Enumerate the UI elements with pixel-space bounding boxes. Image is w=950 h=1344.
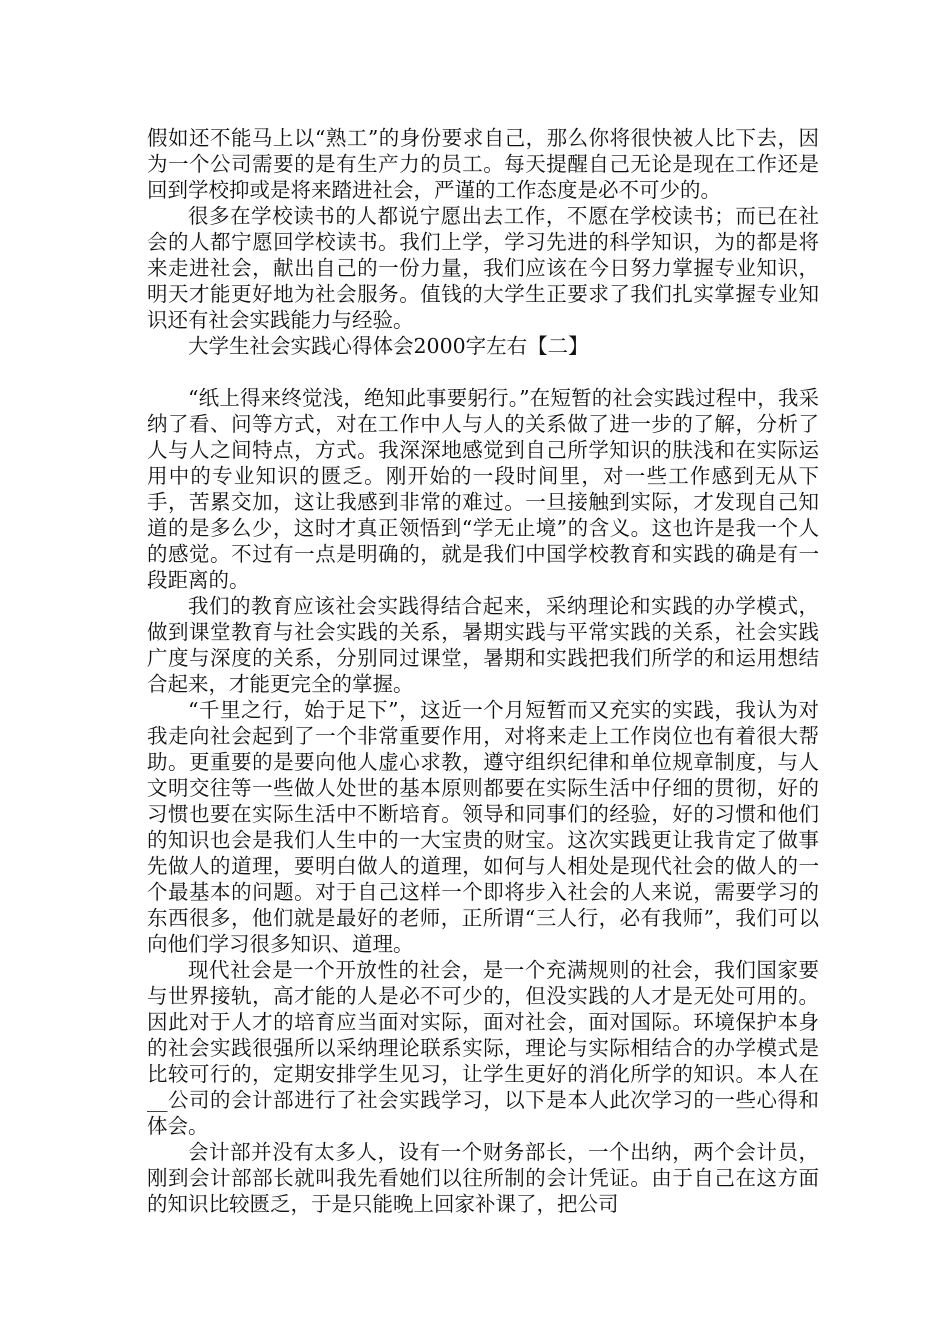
paragraph: 会计部并没有太多人，设有一个财务部长，一个出纳，两个会计员，刚到会计部部长就叫我先看她们以往所制的会计凭证。由于自己在这方面的知识比较匮乏，于是只能晚上回家补课了，把公司 bbox=[147, 1140, 819, 1216]
document-body bbox=[147, 125, 819, 1217]
paragraph: 假如还不能马上以“熟工”的身份要求自己，那么你将很快被人比下去，因为一个公司需要的是有生产力的员工。每天提醒自己无论是现在工作还是回到学校抑或是将来踏进社会，严谨的工作态度是必不可少的。 bbox=[147, 126, 819, 202]
section-heading: 大学生社会实践心得体会2000字左右【二】 bbox=[188, 334, 589, 358]
paragraph: 现代社会是一个开放性的社会，是一个充满规则的社会，我们国家要与世界接轨，高才能的人是必不可少的，但没实践的人才是无处可用的。因此对于人才的培育应当面对实际，面对社会，面对国际。环境保护本身的社会实践很强所以采纳理论联系实际，理论与实际相结合的办学模式是比较可行的，定期安排学生见习，让学生更好的消化所学的知识。本人在__公司的会计部进行了社会实践学习，以下是本人此次学习的一些心得和体会。 bbox=[147, 958, 819, 1138]
paragraph: 很多在学校读书的人都说宁愿出去工作，不愿在学校读书；而已在社会的人都宁愿回学校读书。我们上学，学习先进的科学知识，为的都是将来走进社会，献出自己的一份力量，我们应该在今日努力掌握专业知识，明天才能更好地为社会服务。值钱的大学生正要求了我们扎实掌握专业知识还有社会实践能力与经验。 bbox=[147, 204, 819, 332]
paragraph: “千里之行，始于足下”，这近一个月短暂而又充实的实践，我认为对我走向社会起到了一个非常重要作用，对将来走上工作岗位也有着很大帮助。更重要的是要向他人虚心求教，遵守组织纪律和单位规章制度，与人文明交往等一些做人处世的基本原则都要在实际生活中仔细的贯彻，好的习惯也要在实际生活中不断培育。领导和同事们的经验，好的习惯和他们的知识也会是我们人生中的一大宝贵的财宝。这次实践更让我肯定了做事先做人的道理，要明白做人的道理，如何与人相处是现代社会的做人的一个最基本的问题。对于自己这样一个即将步入社会的人来说，需要学习的东西很多，他们就是最好的老师，正所谓“三人行，必有我师”，我们可以向他们学习很多知识、道理。 bbox=[147, 698, 819, 956]
paragraph: 我们的教育应该社会实践得结合起来，采纳理论和实践的办学模式，做到课堂教育与社会实践的关系，暑期实践与平常实践的关系，社会实践广度与深度的关系，分别同过课堂，暑期和实践把我们所学的和运用想结合起来，才能更完全的掌握。 bbox=[147, 594, 819, 696]
paragraph: “纸上得来终觉浅，绝知此事要躬行。”在短暂的社会实践过程中，我采纳了看、问等方式，对在工作中人与人的关系做了进一步的了解，分析了人与人之间特点，方式。我深深地感觉到自己所学知识的肤浅和在实际运用中的专业知识的匮乏。刚开始的一段时间里，对一些工作感到无从下手，苦累交加，这让我感到非常的难过。一旦接触到实际，才发现自己知道的是多么少，这时才真正领悟到“学无止境”的含义。这也许是我一个人的感觉。不过有一点是明确的，就是我们中国学校教育和实践的确是有一段距离的。 bbox=[147, 386, 819, 592]
